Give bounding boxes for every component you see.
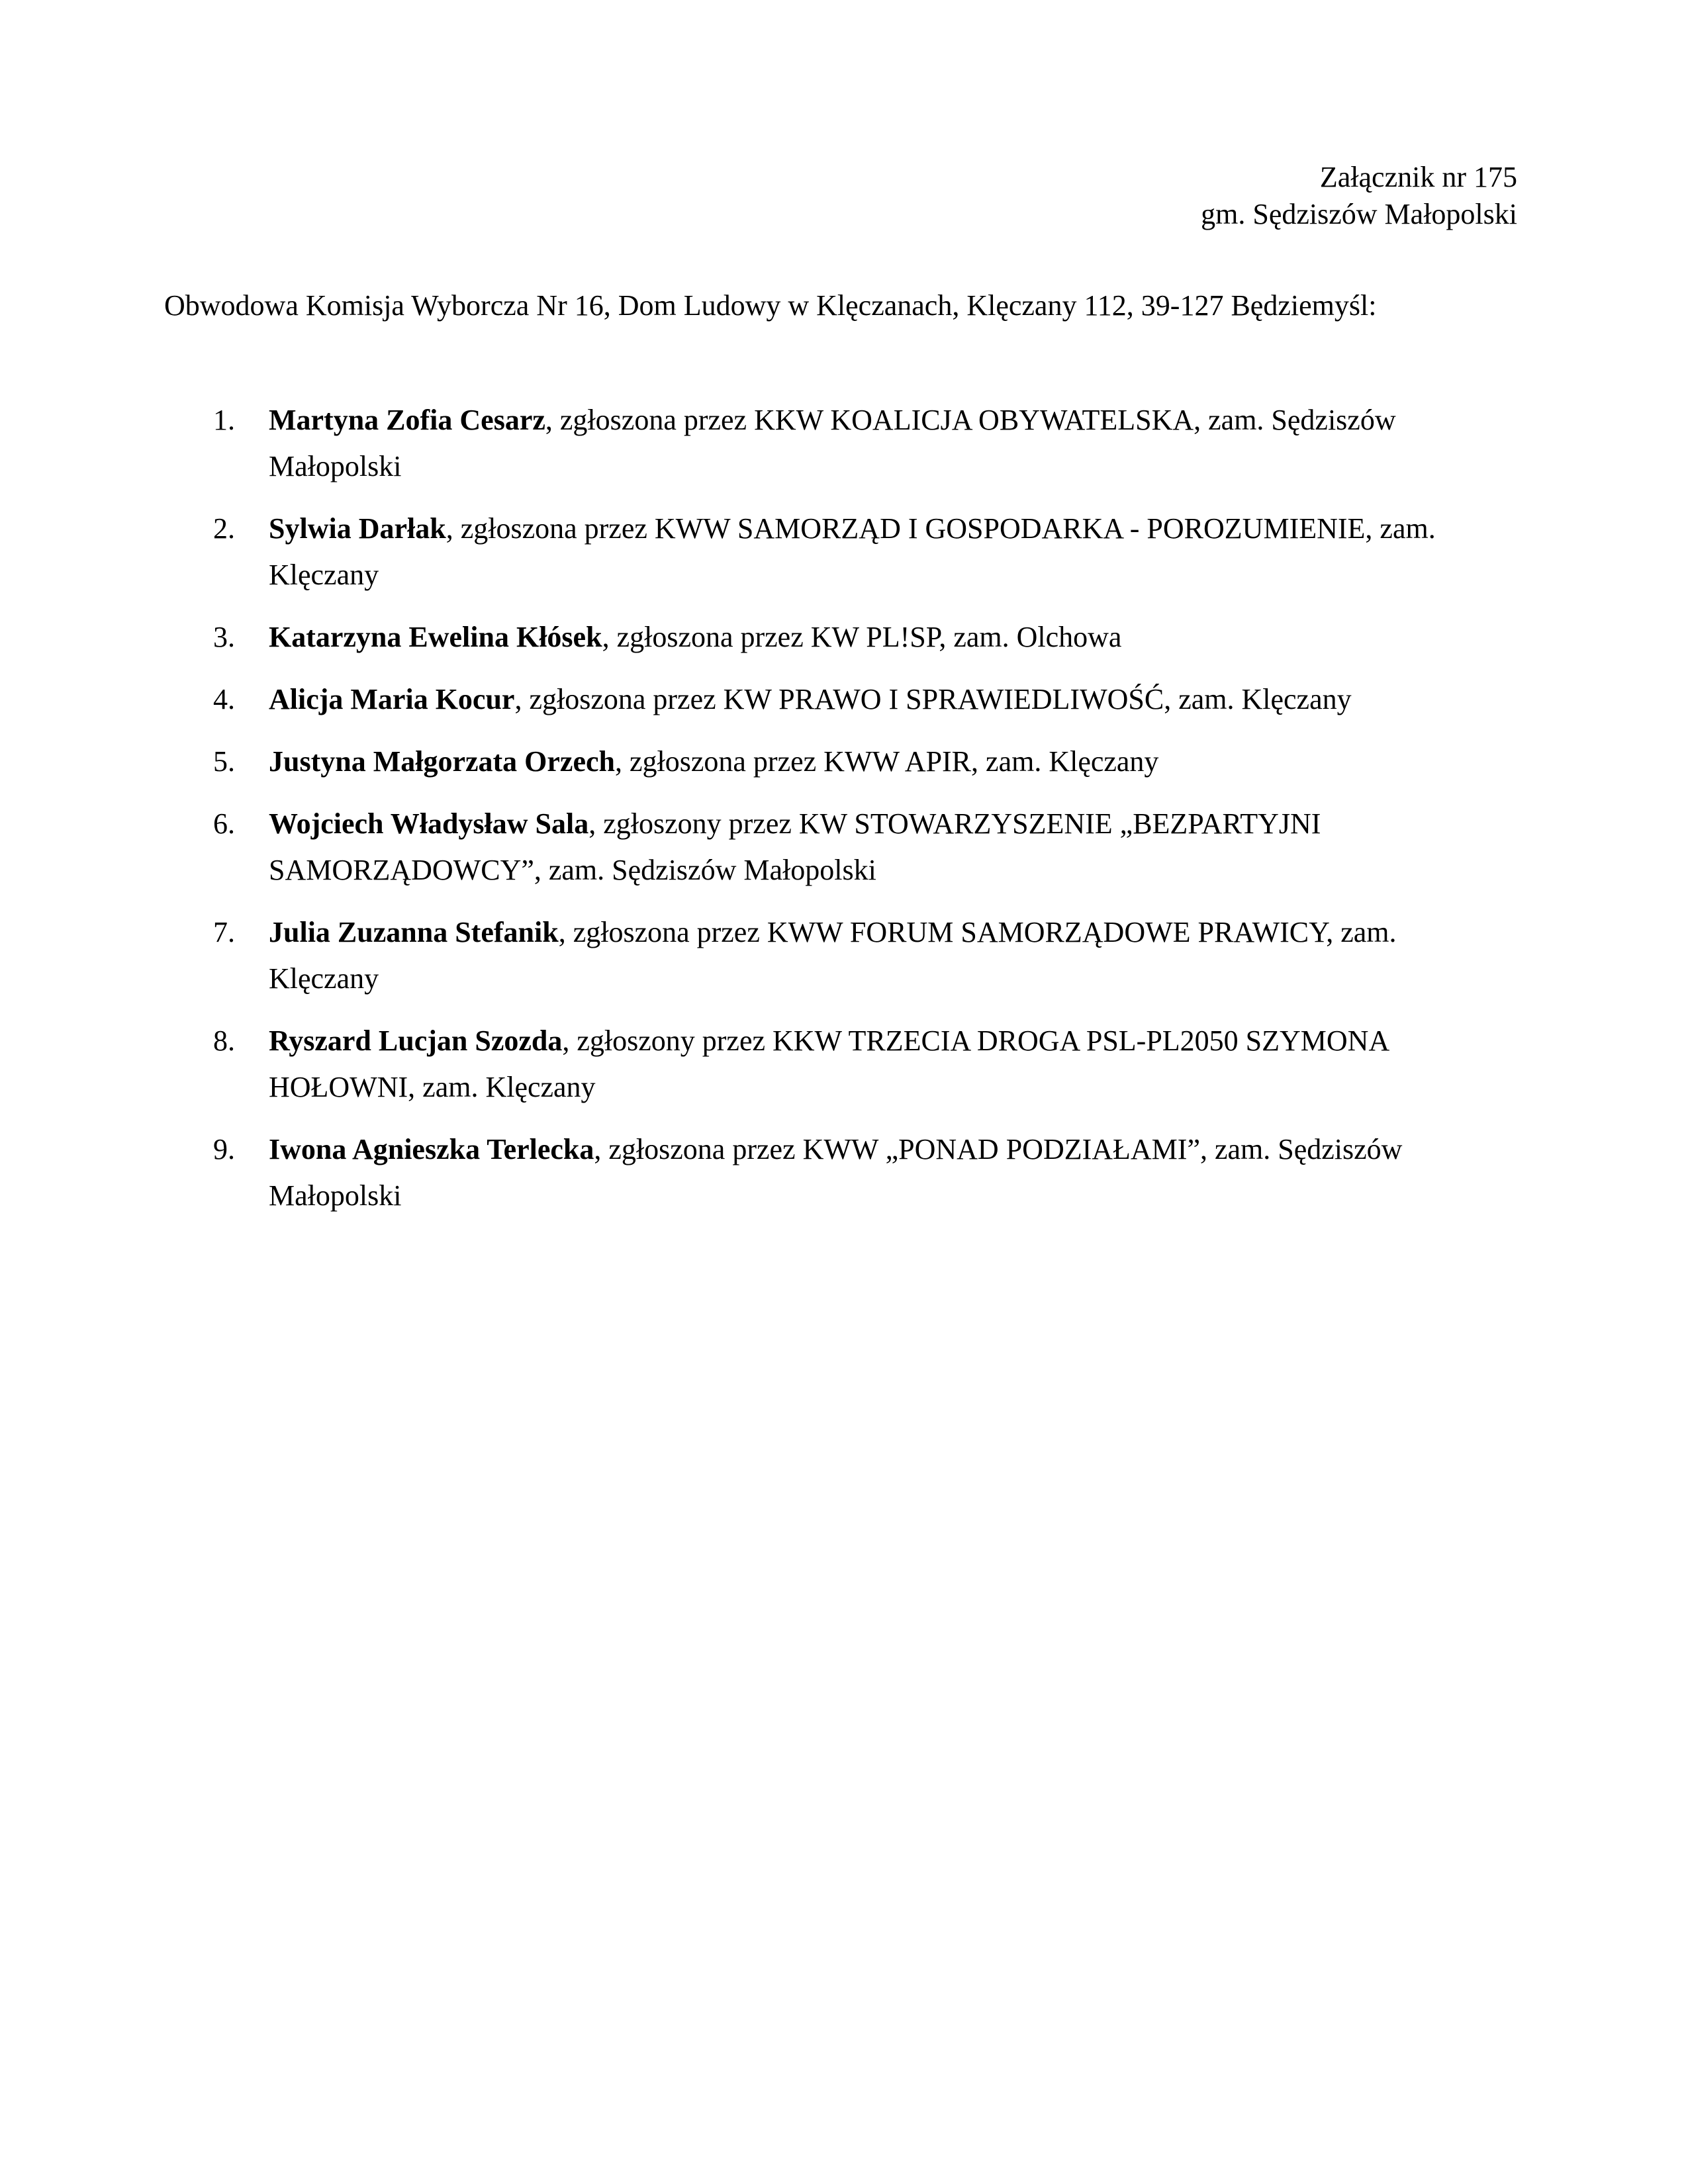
item-text [269,739,1507,785]
member-details: , zgłoszona przez KKW KOALICJA OBYWATELSKA, zam. Sędziszów Małopolski [269,404,1396,482]
member-details: , zgłoszona przez KWW „PONAD PODZIAŁAMI”, zam. Sędziszów Małopolski [269,1133,1403,1212]
list-item [0,1126,1688,1219]
item-number: 9. [213,1133,235,1165]
list-item [0,801,1688,893]
member-name: Wojciech Władysław Sala [269,807,589,840]
list-item [0,739,1688,785]
attachment-header [723,159,1517,233]
item-number: 6. [213,807,235,840]
member-details: , zgłoszona przez KWW APIR, zam. Klęczany [615,745,1159,778]
member-name: Iwona Agnieszka Terlecka [269,1133,594,1165]
member-details: , zgłoszona przez KW PRAWO I SPRAWIEDLIWOŚĆ, zam. Klęczany [514,683,1352,715]
item-number: 3. [213,621,235,653]
member-list [0,397,1688,1235]
member-details: , zgłoszony przez KKW TRZECIA DROGA PSL-PL2050 SZYMONA HOŁOWNI, zam. Klęczany [269,1024,1388,1103]
item-text [269,614,1507,660]
municipality-name: gm. Sędziszów Małopolski [1201,198,1517,230]
member-details: , zgłoszony przez KW STOWARZYSZENIE „BEZPARTYJNI SAMORZĄDOWCY”, zam. Sędziszów Małopolski [269,807,1321,886]
member-details: , zgłoszona przez KWW SAMORZĄD I GOSPODARKA - POROZUMIENIE, zam. Klęczany [269,512,1436,591]
item-number: 5. [213,745,235,778]
member-name: Alicja Maria Kocur [269,683,515,715]
item-text [269,397,1507,490]
list-item [0,676,1688,723]
item-text [269,1126,1507,1219]
list-item [0,1018,1688,1111]
member-details: , zgłoszona przez KWW FORUM SAMORZĄDOWE PRAWICY, zam. Klęczany [269,916,1397,995]
item-number: 1. [213,404,235,436]
member-name: Ryszard Lucjan Szozda [269,1024,563,1057]
item-number: 2. [213,512,235,545]
attachment-number: Załącznik nr 175 [1319,161,1517,193]
item-text [269,676,1507,723]
commission-title: Obwodowa Komisja Wyborcza Nr 16, Dom Ludowy w Klęczanach, Klęczany 112, 39-127 Będziemyśl: [164,289,1377,322]
item-text [269,1018,1507,1111]
member-name: Julia Zuzanna Stefanik [269,916,559,948]
member-name: Katarzyna Ewelina Kłósek [269,621,602,653]
item-text [269,506,1507,598]
item-number: 4. [213,683,235,715]
item-number: 7. [213,916,235,948]
list-item [0,909,1688,1002]
member-details: , zgłoszona przez KW PL!SP, zam. Olchowa [602,621,1122,653]
member-name: Justyna Małgorzata Orzech [269,745,615,778]
item-number: 8. [213,1024,235,1057]
member-name: Sylwia Darłak [269,512,446,545]
list-item [0,614,1688,660]
list-item [0,397,1688,490]
list-item [0,506,1688,598]
member-name: Martyna Zofia Cesarz [269,404,545,436]
item-text [269,909,1507,1002]
item-text [269,801,1507,893]
